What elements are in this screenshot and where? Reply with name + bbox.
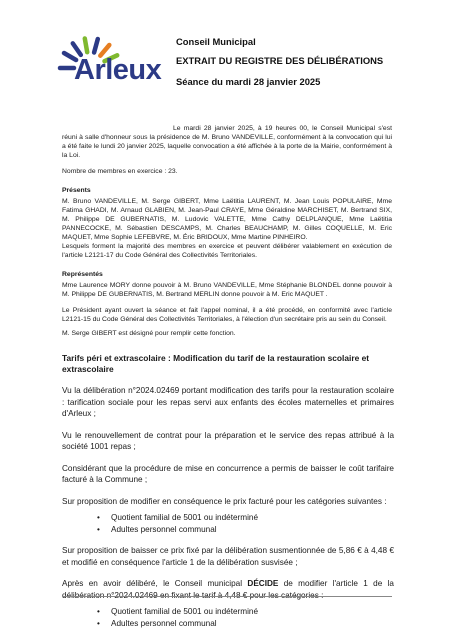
- list-item-text: Adultes personnel communal: [111, 619, 217, 628]
- list-item: [97, 618, 394, 629]
- decision-text-before: Après en avoir délibéré, le Conseil municipal: [62, 579, 247, 588]
- logo-ray: [85, 39, 87, 53]
- arleux-logo: [60, 32, 168, 102]
- list-item-text: Quotient familial de 5001 ou indéterminé: [111, 607, 258, 616]
- agenda-paragraph-2: Vu le renouvellement de contrat pour la préparation et le service des repas attribué à la société 1001 repas ;: [62, 430, 394, 453]
- page-divider: [62, 596, 392, 597]
- present-names: M. Bruno VANDEVILLE, M. Serge GIBERT, Mme Laëtitia LAURENT, M. Jean Louis POPULAIRE, Mme Fatima GHADI, M. Arnaud GLABIEN, M. Jean-Paul CRAYE, Mme Géraldine MARCHISET, M. Bertrand SIX, M. Philippe DE GUBERNATIS, M. Ludovic VALETTE, Mme Cathy DELPLANQUE, Mme Laëtitia PANNECOCKE, M. Sébastien DESCAMPS, M. Charles BEAUCHAMP, M. Gilles COQUELLE, M. Eric MAQUET, Mme Sophie LEFEBVRE, M. Éric BRIDOUX, Mme Martine PINHEIRO.: [62, 197, 392, 242]
- opening-paragraph: Le Président ayant ouvert la séance et fait l'appel nominal, il a été procédé, en conformité avec l'article L2121-15 du Code Général des Collectivités Territoriales, à l'élection d'un secrétaire pris au sein du Conseil.: [62, 306, 392, 324]
- preamble: [62, 124, 392, 338]
- present-heading: Présents: [62, 186, 392, 195]
- represented-heading: Représentés: [62, 270, 392, 279]
- agenda-item: [62, 353, 394, 629]
- secretary-paragraph: M. Serge GIBERT est désigné pour remplir cette fonction.: [62, 329, 392, 338]
- intro-paragraph: Le mardi 28 janvier 2025, à 19 heures 00, le Conseil Municipal s'est réuni à salle d'honneur sous la présidence de M. Bruno VANDEVILLE, conformément à la convocation qui lui a été faite le lundi 20 janvier 2025, laquelle convocation a été affichée à la porte de la Mairie, conformément à la Loi.: [62, 124, 392, 160]
- decision-text-after: de modifier l'article 1 de la délibération n°2024.02469 en fixant le tarif à 4,48 € pour les catégories :: [62, 579, 394, 600]
- agenda-paragraph-1: Vu la délibération n°2024.02469 portant modification des tarifs pour la restauration scolaire : tarification sociale pour les repas servi aux enfants des écoles maternelles et primaires d'Arleux ;: [62, 385, 394, 420]
- bullet-icon: •: [97, 618, 100, 629]
- logo-ray: [94, 39, 98, 53]
- represented-text: Mme Laurence MORY donne pouvoir à M. Bruno VANDEVILLE, Mme Stéphanie BLONDEL donne pouvoir à M. Philippe DE GUBERNATIS, M. Bertrand MERLIN donne pouvoir à M. Eric MAQUET .: [62, 281, 392, 299]
- agenda-decision: [62, 578, 394, 601]
- category-list-2: [97, 606, 394, 629]
- quorum-note: Lesquels forment la majorité des membres en exercice et peuvent délibérer valablement en exécution de l'article L2121-17 du Code Général des Collectivités Territoriales.: [62, 242, 392, 260]
- register-title: EXTRAIT DU REGISTRE DES DÉLIBÉRATIONS: [176, 55, 436, 66]
- agenda-title: Tarifs péri et extrascolaire : Modification du tarif de la restauration scolaire et extrascolaire: [62, 353, 394, 375]
- session-date: Séance du mardi 28 janvier 2025: [176, 76, 436, 87]
- list-item-text: Adultes personnel communal: [111, 525, 217, 534]
- list-item: [97, 524, 394, 536]
- document-header: [176, 36, 436, 87]
- list-item: [97, 606, 394, 618]
- council-title: Conseil Municipal: [176, 36, 436, 47]
- list-item: [97, 512, 394, 524]
- list-item-text: Quotient familial de 5001 ou indéterminé: [111, 513, 258, 522]
- decision-keyword: DÉCIDE: [247, 579, 278, 588]
- bullet-icon: •: [97, 512, 100, 524]
- category-list-1: [97, 512, 394, 535]
- agenda-paragraph-3: Considérant que la procédure de mise en concurrence a permis de baisser le coût tarifaire facturé à la Commune ;: [62, 463, 394, 486]
- agenda-paragraph-4: Sur proposition de modifier en conséquence le prix facturé pour les catégories suivantes :: [62, 496, 394, 508]
- agenda-paragraph-5: Sur proposition de baisser ce prix fixé par la délibération susmentionnée de 5,86 € à 4,48 € et modifié en conséquence l'article 1 de la délibération susvisée ;: [62, 545, 394, 568]
- bullet-icon: •: [97, 524, 100, 536]
- members-count: Nombre de membres en exercice : 23.: [62, 167, 392, 176]
- logo-wordmark: Arleux: [74, 54, 161, 87]
- bullet-icon: •: [97, 606, 100, 618]
